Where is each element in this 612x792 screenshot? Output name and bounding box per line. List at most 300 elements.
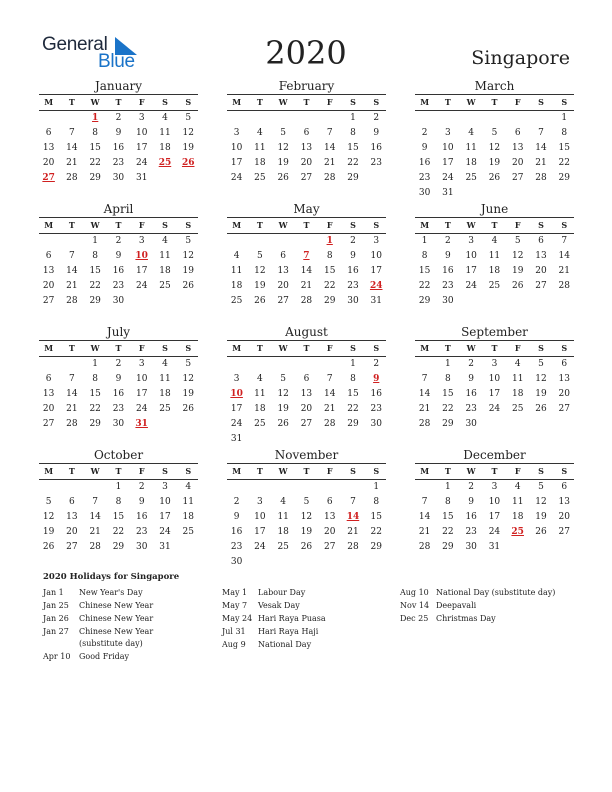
empty-cell: [37, 357, 60, 372]
day-cell: 20: [66, 527, 78, 537]
day-cell: 16: [347, 266, 359, 276]
day-cell: 22: [89, 404, 101, 414]
day-cell: 26: [535, 527, 547, 537]
day-cell: 11: [465, 143, 477, 153]
holiday-date: Aug 10: [400, 588, 429, 597]
day-cell: 28: [347, 542, 359, 552]
day-cell: 6: [45, 251, 52, 261]
weekday-header-row: [225, 218, 388, 233]
day-cell: 17: [135, 266, 148, 276]
day-cell: 24: [230, 173, 243, 183]
weekday-header-row: [37, 218, 200, 233]
empty-cell: [272, 480, 295, 495]
day-cell: 15: [347, 143, 359, 153]
day-cell: 27: [42, 296, 55, 306]
day-cell: 21: [418, 527, 431, 537]
holiday-day-cell: 26: [181, 158, 195, 168]
day-cell: 7: [421, 497, 428, 507]
day-cell: 10: [465, 251, 477, 261]
day-cell: 21: [418, 404, 431, 414]
day-cell: 11: [277, 512, 289, 522]
day-grid: [413, 111, 576, 201]
day-cell: 14: [418, 512, 431, 522]
day-cell: 31: [442, 188, 454, 198]
weekday-header: S: [561, 220, 568, 230]
day-cell: 12: [277, 389, 289, 399]
holiday-column: [43, 587, 199, 664]
day-cell: 19: [42, 527, 55, 537]
day-cell: 3: [468, 236, 475, 246]
empty-cell: [341, 480, 364, 495]
day-cell: 6: [538, 236, 544, 246]
weekday-header: S: [373, 97, 380, 107]
day-cell: 6: [303, 128, 310, 138]
weekday-header: W: [278, 466, 288, 476]
day-cell: 12: [182, 251, 194, 261]
day-grid: [413, 234, 576, 309]
day-cell: 16: [230, 527, 243, 537]
day-cell: 5: [538, 482, 544, 492]
day-cell: 29: [347, 419, 359, 429]
empty-cell: [318, 480, 341, 495]
day-cell: 23: [442, 281, 454, 291]
day-cell: 14: [66, 266, 78, 276]
day-cell: 25: [159, 404, 171, 414]
day-cell: 19: [182, 389, 194, 399]
day-cell: 24: [230, 419, 243, 429]
day-cell: 16: [442, 266, 454, 276]
day-cell: 3: [138, 359, 145, 369]
day-cell: 20: [42, 404, 55, 414]
day-cell: 19: [535, 389, 547, 399]
day-cell: 18: [511, 512, 524, 522]
day-cell: 12: [182, 374, 194, 384]
weekday-header: T: [256, 97, 263, 107]
day-cell: 16: [465, 512, 477, 522]
day-cell: 2: [138, 482, 145, 492]
weekday-header: F: [514, 97, 521, 107]
empty-cell: [37, 234, 60, 249]
day-cell: 18: [159, 266, 171, 276]
weekday-header: W: [278, 97, 288, 107]
weekday-header: T: [444, 343, 451, 353]
day-cell: 25: [254, 173, 266, 183]
day-cell: 31: [488, 542, 501, 552]
day-cell: 20: [558, 389, 570, 399]
day-cell: 2: [421, 128, 428, 138]
day-cell: 23: [465, 404, 477, 414]
empty-cell: [318, 111, 341, 126]
day-cell: 17: [254, 527, 266, 537]
day-cell: 26: [511, 281, 524, 291]
day-cell: 25: [511, 404, 524, 414]
weekday-header: F: [138, 466, 145, 476]
day-cell: 25: [254, 419, 266, 429]
holiday-row: [43, 587, 199, 599]
day-cell: 9: [445, 251, 451, 261]
day-cell: 9: [115, 128, 122, 138]
day-cell: 14: [558, 251, 570, 261]
holiday-day-cell: 10: [135, 251, 148, 261]
day-cell: 5: [280, 374, 287, 384]
holiday-row: [43, 651, 199, 663]
weekday-header-row: [37, 95, 200, 110]
weekday-header: F: [138, 97, 145, 107]
day-cell: 3: [138, 113, 145, 123]
empty-cell: [413, 111, 436, 126]
month-february: [225, 79, 388, 186]
empty-cell: [225, 480, 248, 495]
weekday-header: S: [350, 220, 356, 230]
weekday-header: T: [491, 343, 498, 353]
day-cell: 13: [323, 512, 336, 522]
day-cell: 20: [535, 266, 547, 276]
day-cell: 24: [442, 173, 454, 183]
weekday-header: F: [514, 343, 521, 353]
day-cell: 7: [421, 374, 428, 384]
empty-cell: [60, 111, 83, 126]
holiday-day-cell: 24: [369, 281, 383, 291]
day-cell: 4: [468, 128, 475, 138]
weekday-header: T: [444, 466, 451, 476]
day-cell: 24: [488, 404, 501, 414]
weekday-header: T: [256, 466, 263, 476]
holiday-row: [222, 639, 378, 651]
month-may: [225, 202, 388, 309]
day-cell: 19: [277, 158, 289, 168]
day-cell: 27: [535, 281, 547, 291]
day-cell: 11: [159, 251, 171, 261]
holiday-date: Jan 1: [43, 588, 64, 597]
day-cell: 17: [135, 389, 148, 399]
day-cell: 19: [535, 512, 547, 522]
weekday-header: S: [561, 343, 568, 353]
empty-cell: [436, 111, 459, 126]
day-cell: 26: [535, 404, 547, 414]
day-cell: 31: [230, 434, 243, 444]
empty-cell: [272, 234, 295, 249]
day-cell: 13: [300, 389, 313, 399]
month-name: January: [94, 79, 143, 93]
day-cell: 29: [323, 296, 336, 306]
holiday-date: May 7: [222, 601, 248, 610]
day-grid: [413, 480, 576, 555]
holiday-day-cell: 27: [42, 173, 55, 183]
day-cell: 29: [370, 542, 382, 552]
day-cell: 29: [89, 296, 101, 306]
weekday-header-row: [413, 95, 576, 110]
holiday-name: National Day (substitute day): [436, 588, 556, 597]
day-cell: 1: [373, 482, 380, 492]
holiday-name: Chinese New Year: [79, 601, 154, 610]
weekday-header: S: [162, 220, 168, 230]
month-june: [413, 202, 576, 309]
day-cell: 20: [300, 404, 313, 414]
weekday-header: S: [373, 220, 380, 230]
empty-cell: [248, 357, 271, 372]
day-cell: 5: [280, 128, 287, 138]
day-cell: 2: [445, 236, 451, 246]
day-cell: 6: [45, 374, 52, 384]
day-cell: 7: [69, 374, 75, 384]
day-cell: 5: [538, 359, 544, 369]
day-cell: 10: [135, 374, 148, 384]
weekday-header-row: [37, 341, 200, 356]
day-cell: 1: [561, 113, 568, 123]
day-cell: 16: [465, 389, 477, 399]
day-cell: 14: [323, 389, 336, 399]
day-cell: 26: [254, 296, 266, 306]
holiday-date: Jan 27: [43, 627, 69, 636]
day-cell: 14: [66, 143, 78, 153]
day-cell: 8: [421, 251, 428, 261]
day-cell: 24: [135, 281, 148, 291]
weekday-header: T: [491, 466, 498, 476]
weekday-header: M: [232, 466, 242, 476]
day-cell: 16: [112, 266, 125, 276]
day-cell: 4: [162, 113, 168, 123]
day-cell: 28: [535, 173, 547, 183]
day-cell: 21: [323, 404, 336, 414]
holiday-row: [400, 587, 556, 599]
day-cell: 30: [112, 419, 125, 429]
empty-cell: [37, 111, 60, 126]
empty-cell: [413, 357, 436, 372]
day-cell: 3: [491, 359, 498, 369]
weekday-header: S: [373, 466, 380, 476]
day-cell: 23: [135, 527, 148, 537]
month-name: June: [480, 202, 509, 216]
holiday-name: Christmas Day: [436, 614, 496, 623]
day-cell: 22: [347, 404, 359, 414]
empty-cell: [483, 111, 506, 126]
weekday-header: T: [303, 343, 310, 353]
month-april: [37, 202, 200, 309]
day-cell: 21: [66, 404, 78, 414]
day-cell: 12: [535, 497, 547, 507]
day-cell: 19: [182, 143, 194, 153]
day-grid: [225, 357, 388, 447]
calendar-year: 2020: [265, 34, 347, 72]
holiday-row: [400, 613, 556, 625]
day-cell: 5: [45, 497, 52, 507]
day-cell: 14: [66, 389, 78, 399]
day-cell: 10: [230, 143, 243, 153]
day-cell: 15: [89, 389, 101, 399]
day-cell: 3: [162, 482, 168, 492]
day-cell: 16: [135, 512, 148, 522]
day-cell: 18: [254, 404, 266, 414]
day-cell: 20: [42, 158, 55, 168]
day-cell: 30: [465, 542, 477, 552]
day-cell: 29: [89, 173, 101, 183]
logo-word-blue: Blue: [98, 51, 135, 72]
day-grid: [225, 234, 388, 309]
day-cell: 29: [442, 542, 454, 552]
holiday-column: [222, 587, 378, 652]
holiday-date: Jul 31: [222, 627, 246, 636]
month-name: November: [274, 448, 339, 462]
day-cell: 9: [233, 512, 240, 522]
day-cell: 11: [159, 374, 171, 384]
day-cell: 9: [350, 251, 356, 261]
day-cell: 9: [468, 497, 475, 507]
day-cell: 22: [89, 158, 101, 168]
day-cell: 13: [42, 389, 55, 399]
holiday-day-cell: 31: [135, 419, 148, 429]
day-cell: 3: [233, 374, 240, 384]
holiday-row: [222, 587, 378, 599]
weekday-header: S: [185, 220, 192, 230]
day-cell: 7: [69, 128, 75, 138]
day-cell: 16: [418, 158, 431, 168]
weekday-header: M: [420, 97, 430, 107]
day-cell: 11: [230, 266, 243, 276]
day-cell: 30: [135, 542, 148, 552]
day-cell: 4: [162, 359, 168, 369]
day-cell: 13: [558, 497, 570, 507]
day-cell: 1: [421, 236, 428, 246]
day-cell: 18: [488, 266, 501, 276]
weekday-header: S: [350, 343, 356, 353]
day-cell: 27: [300, 419, 313, 429]
holiday-day-cell: 9: [373, 374, 380, 384]
weekday-header: W: [466, 343, 476, 353]
day-cell: 8: [350, 374, 356, 384]
day-cell: 22: [558, 158, 570, 168]
empty-cell: [248, 480, 271, 495]
day-cell: 3: [491, 482, 498, 492]
day-cell: 15: [442, 389, 454, 399]
day-cell: 7: [326, 374, 333, 384]
weekday-header: W: [278, 220, 288, 230]
holiday-name: Good Friday: [79, 652, 130, 661]
day-cell: 17: [370, 266, 382, 276]
day-cell: 2: [115, 359, 122, 369]
holiday-day-cell: 14: [346, 512, 360, 522]
day-cell: 26: [182, 404, 194, 414]
weekday-header: T: [256, 220, 263, 230]
day-cell: 19: [254, 281, 266, 291]
day-cell: 13: [558, 374, 570, 384]
day-cell: 24: [254, 542, 266, 552]
day-cell: 27: [558, 404, 570, 414]
day-cell: 18: [182, 512, 194, 522]
day-cell: 19: [182, 266, 194, 276]
day-cell: 4: [514, 359, 521, 369]
day-cell: 9: [138, 497, 145, 507]
day-cell: 10: [488, 497, 501, 507]
day-cell: 22: [370, 527, 382, 537]
day-cell: 6: [514, 128, 521, 138]
day-cell: 21: [535, 158, 547, 168]
day-cell: 28: [323, 173, 336, 183]
weekday-header: T: [444, 220, 451, 230]
holiday-name: Chinese New Year (substitute day): [79, 627, 154, 648]
empty-cell: [272, 357, 295, 372]
day-cell: 22: [418, 281, 431, 291]
holiday-name: Vesak Day: [258, 601, 300, 610]
day-cell: 3: [138, 236, 145, 246]
weekday-header: T: [68, 220, 75, 230]
month-september: [413, 325, 576, 432]
day-cell: 14: [300, 266, 313, 276]
day-cell: 26: [42, 542, 55, 552]
holiday-row: [43, 613, 199, 625]
empty-cell: [272, 111, 295, 126]
day-cell: 28: [300, 296, 313, 306]
weekday-header: S: [561, 466, 568, 476]
day-cell: 30: [418, 188, 431, 198]
day-cell: 24: [135, 158, 148, 168]
day-cell: 5: [185, 359, 192, 369]
day-cell: 8: [445, 374, 451, 384]
day-cell: 8: [445, 497, 451, 507]
day-cell: 20: [277, 281, 289, 291]
weekday-header: T: [115, 343, 122, 353]
weekday-header-row: [37, 464, 200, 479]
day-cell: 6: [280, 251, 287, 261]
day-cell: 18: [465, 158, 477, 168]
weekday-header-row: [225, 95, 388, 110]
holiday-row: [43, 626, 199, 650]
weekday-header: T: [68, 466, 75, 476]
day-cell: 6: [69, 497, 75, 507]
holiday-day-cell: 1: [326, 236, 333, 246]
day-cell: 2: [233, 497, 240, 507]
day-cell: 28: [66, 173, 78, 183]
day-cell: 12: [511, 251, 524, 261]
day-cell: 28: [418, 419, 431, 429]
weekday-header: S: [538, 343, 544, 353]
day-cell: 18: [230, 281, 243, 291]
empty-cell: [225, 111, 248, 126]
day-cell: 23: [418, 173, 431, 183]
day-cell: 8: [373, 497, 380, 507]
weekday-header: S: [373, 343, 380, 353]
day-cell: 3: [233, 128, 240, 138]
day-cell: 20: [323, 527, 336, 537]
day-cell: 7: [561, 236, 568, 246]
day-cell: 13: [277, 266, 289, 276]
day-cell: 18: [277, 527, 289, 537]
weekday-header: W: [90, 220, 100, 230]
day-grid: [225, 111, 388, 186]
day-cell: 30: [465, 419, 477, 429]
day-cell: 1: [92, 359, 99, 369]
day-cell: 11: [182, 497, 194, 507]
day-cell: 8: [326, 251, 333, 261]
day-cell: 8: [561, 128, 568, 138]
day-cell: 8: [92, 251, 99, 261]
day-cell: 3: [445, 128, 451, 138]
weekday-header: T: [303, 220, 310, 230]
day-cell: 30: [230, 557, 243, 567]
month-name: May: [293, 202, 320, 216]
day-cell: 27: [66, 542, 78, 552]
day-cell: 4: [162, 236, 168, 246]
empty-cell: [248, 234, 271, 249]
empty-cell: [506, 111, 529, 126]
day-cell: 18: [159, 143, 171, 153]
day-cell: 22: [323, 281, 336, 291]
day-cell: 13: [511, 143, 524, 153]
day-cell: 27: [511, 173, 524, 183]
day-cell: 10: [442, 143, 454, 153]
holiday-day-cell: 10: [230, 389, 243, 399]
empty-cell: [60, 480, 83, 495]
empty-cell: [37, 480, 60, 495]
